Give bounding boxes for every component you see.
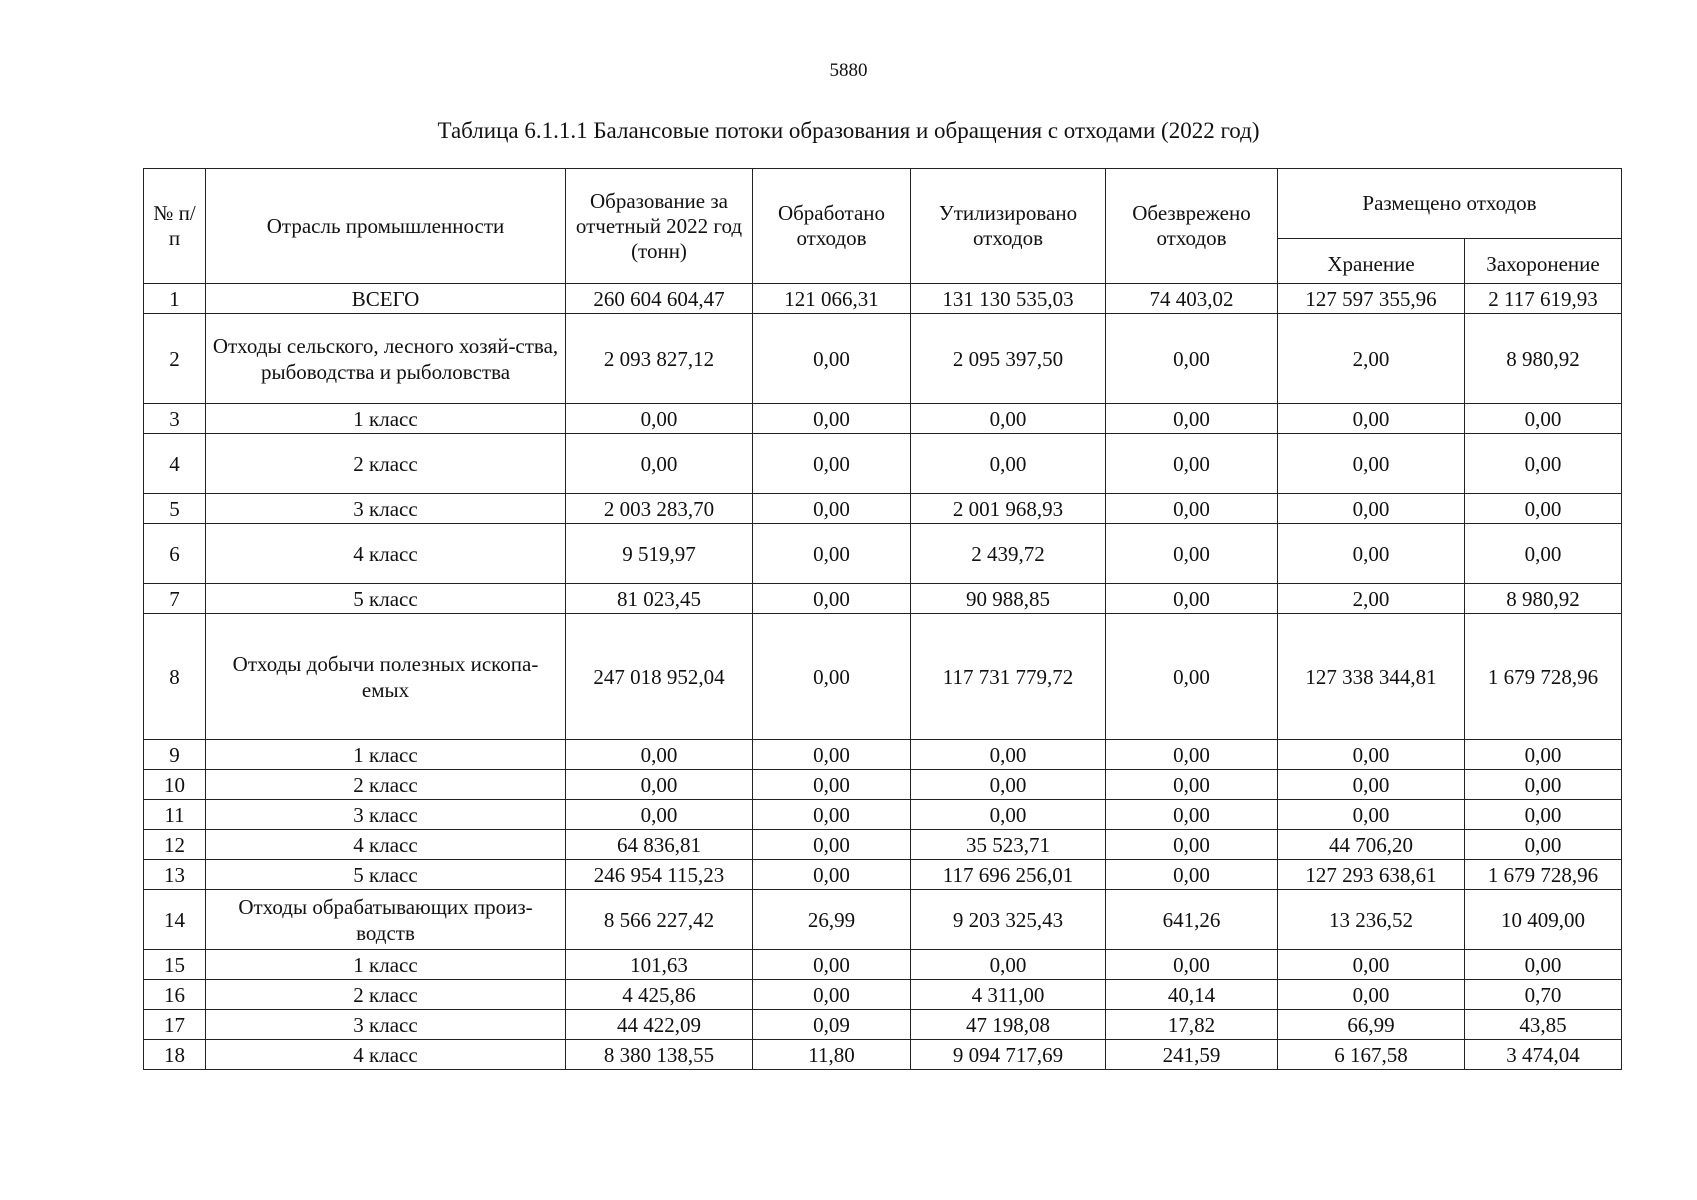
formed-cell: 8 380 138,55	[566, 1040, 753, 1070]
row-number: 11	[144, 800, 206, 830]
industry-cell: 2 класс	[206, 434, 566, 494]
burial-cell: 8 980,92	[1465, 314, 1622, 404]
row-number: 15	[144, 950, 206, 980]
utilized-cell: 2 001 968,93	[911, 494, 1106, 524]
burial-cell: 3 474,04	[1465, 1040, 1622, 1070]
table-row	[144, 584, 1622, 614]
formed-cell: 0,00	[566, 770, 753, 800]
processed-cell: 0,00	[753, 524, 911, 584]
utilized-cell: 9 094 717,69	[911, 1040, 1106, 1070]
industry-cell: 2 класс	[206, 980, 566, 1010]
neutralized-cell: 0,00	[1106, 524, 1278, 584]
table-body	[144, 284, 1622, 1070]
formed-cell: 0,00	[566, 800, 753, 830]
industry-cell: 4 класс	[206, 1040, 566, 1070]
processed-cell: 0,00	[753, 314, 911, 404]
row-number: 1	[144, 284, 206, 314]
utilized-cell: 0,00	[911, 770, 1106, 800]
header-formed: Образование за отчетный 2022 год (тонн)	[566, 169, 753, 284]
industry-cell: 1 класс	[206, 404, 566, 434]
formed-cell: 4 425,86	[566, 980, 753, 1010]
processed-cell: 121 066,31	[753, 284, 911, 314]
neutralized-cell: 641,26	[1106, 890, 1278, 950]
row-number: 17	[144, 1010, 206, 1040]
industry-cell: 5 класс	[206, 860, 566, 890]
utilized-cell: 4 311,00	[911, 980, 1106, 1010]
utilized-cell: 0,00	[911, 950, 1106, 980]
row-number: 3	[144, 404, 206, 434]
neutralized-cell: 0,00	[1106, 800, 1278, 830]
table-row	[144, 860, 1622, 890]
neutralized-cell: 0,00	[1106, 830, 1278, 860]
neutralized-cell: 0,00	[1106, 584, 1278, 614]
burial-cell: 0,00	[1465, 770, 1622, 800]
formed-cell: 246 954 115,23	[566, 860, 753, 890]
storage-cell: 0,00	[1278, 770, 1465, 800]
industry-cell: ВСЕГО	[206, 284, 566, 314]
processed-cell: 0,00	[753, 980, 911, 1010]
burial-cell: 2 117 619,93	[1465, 284, 1622, 314]
header-processed: Обработано отходов	[753, 169, 911, 284]
burial-cell: 0,00	[1465, 950, 1622, 980]
storage-cell: 0,00	[1278, 434, 1465, 494]
burial-cell: 0,00	[1465, 740, 1622, 770]
industry-cell: 1 класс	[206, 740, 566, 770]
industry-cell: 1 класс	[206, 950, 566, 980]
neutralized-cell: 0,00	[1106, 950, 1278, 980]
burial-cell: 0,70	[1465, 980, 1622, 1010]
table-row	[144, 830, 1622, 860]
processed-cell: 0,00	[753, 860, 911, 890]
processed-cell: 0,00	[753, 830, 911, 860]
table-row	[144, 494, 1622, 524]
neutralized-cell: 0,00	[1106, 434, 1278, 494]
storage-cell: 0,00	[1278, 950, 1465, 980]
burial-cell: 0,00	[1465, 404, 1622, 434]
formed-cell: 64 836,81	[566, 830, 753, 860]
header-placed: Размещено отходов	[1278, 169, 1622, 239]
table-row	[144, 980, 1622, 1010]
industry-cell: 3 класс	[206, 1010, 566, 1040]
storage-cell: 127 338 344,81	[1278, 614, 1465, 740]
header-neutralized: Обезврежено отходов	[1106, 169, 1278, 284]
storage-cell: 0,00	[1278, 404, 1465, 434]
row-number: 4	[144, 434, 206, 494]
storage-cell: 0,00	[1278, 800, 1465, 830]
processed-cell: 0,00	[753, 404, 911, 434]
burial-cell: 0,00	[1465, 800, 1622, 830]
burial-cell: 0,00	[1465, 524, 1622, 584]
row-number: 18	[144, 1040, 206, 1070]
storage-cell: 0,00	[1278, 980, 1465, 1010]
table-caption: Таблица 6.1.1.1 Балансовые потоки образования и обращения с отходами (2022 год)	[437, 118, 1260, 143]
formed-cell: 101,63	[566, 950, 753, 980]
industry-cell: 2 класс	[206, 770, 566, 800]
storage-cell: 127 597 355,96	[1278, 284, 1465, 314]
storage-cell: 66,99	[1278, 1010, 1465, 1040]
table-row	[144, 800, 1622, 830]
neutralized-cell: 0,00	[1106, 770, 1278, 800]
formed-cell: 260 604 604,47	[566, 284, 753, 314]
industry-cell: 4 класс	[206, 830, 566, 860]
processed-cell: 26,99	[753, 890, 911, 950]
neutralized-cell: 0,00	[1106, 314, 1278, 404]
waste-balance-table	[143, 168, 1622, 1070]
formed-cell: 81 023,45	[566, 584, 753, 614]
utilized-cell: 2 095 397,50	[911, 314, 1106, 404]
table-row	[144, 404, 1622, 434]
neutralized-cell: 0,00	[1106, 740, 1278, 770]
table-row	[144, 434, 1622, 494]
processed-cell: 0,00	[753, 434, 911, 494]
storage-cell: 127 293 638,61	[1278, 860, 1465, 890]
storage-cell: 0,00	[1278, 524, 1465, 584]
processed-cell: 0,09	[753, 1010, 911, 1040]
storage-cell: 6 167,58	[1278, 1040, 1465, 1070]
utilized-cell: 9 203 325,43	[911, 890, 1106, 950]
row-number: 10	[144, 770, 206, 800]
storage-cell: 2,00	[1278, 584, 1465, 614]
industry-cell: 5 класс	[206, 584, 566, 614]
utilized-cell: 0,00	[911, 740, 1106, 770]
header-storage: Хранение	[1278, 239, 1465, 284]
burial-cell: 0,00	[1465, 830, 1622, 860]
industry-cell: Отходы добычи полезных ископа-емых	[206, 614, 566, 740]
utilized-cell: 47 198,08	[911, 1010, 1106, 1040]
table-row	[144, 740, 1622, 770]
neutralized-cell: 241,59	[1106, 1040, 1278, 1070]
table-row	[144, 524, 1622, 584]
utilized-cell: 117 731 779,72	[911, 614, 1106, 740]
header-utilized: Утилизировано отходов	[911, 169, 1106, 284]
burial-cell: 43,85	[1465, 1010, 1622, 1040]
industry-cell: 4 класс	[206, 524, 566, 584]
header-burial: Захоронение	[1465, 239, 1622, 284]
formed-cell: 0,00	[566, 434, 753, 494]
industry-cell: Отходы обрабатывающих произ-водств	[206, 890, 566, 950]
header-num: № п/п	[144, 169, 206, 284]
neutralized-cell: 74 403,02	[1106, 284, 1278, 314]
table-row	[144, 950, 1622, 980]
row-number: 2	[144, 314, 206, 404]
formed-cell: 247 018 952,04	[566, 614, 753, 740]
processed-cell: 0,00	[753, 800, 911, 830]
page-number: 5880	[829, 60, 868, 81]
neutralized-cell: 0,00	[1106, 614, 1278, 740]
utilized-cell: 0,00	[911, 800, 1106, 830]
burial-cell: 1 679 728,96	[1465, 614, 1622, 740]
row-number: 16	[144, 980, 206, 1010]
formed-cell: 9 519,97	[566, 524, 753, 584]
table-row	[144, 314, 1622, 404]
formed-cell: 0,00	[566, 740, 753, 770]
industry-cell: 3 класс	[206, 800, 566, 830]
formed-cell: 2 093 827,12	[566, 314, 753, 404]
neutralized-cell: 40,14	[1106, 980, 1278, 1010]
processed-cell: 0,00	[753, 770, 911, 800]
utilized-cell: 131 130 535,03	[911, 284, 1106, 314]
utilized-cell: 117 696 256,01	[911, 860, 1106, 890]
row-number: 6	[144, 524, 206, 584]
neutralized-cell: 17,82	[1106, 1010, 1278, 1040]
burial-cell: 0,00	[1465, 494, 1622, 524]
table-row	[144, 1040, 1622, 1070]
processed-cell: 11,80	[753, 1040, 911, 1070]
burial-cell: 8 980,92	[1465, 584, 1622, 614]
neutralized-cell: 0,00	[1106, 860, 1278, 890]
burial-cell: 0,00	[1465, 434, 1622, 494]
header-industry: Отрасль промышленности	[206, 169, 566, 284]
formed-cell: 8 566 227,42	[566, 890, 753, 950]
row-number: 14	[144, 890, 206, 950]
utilized-cell: 35 523,71	[911, 830, 1106, 860]
neutralized-cell: 0,00	[1106, 404, 1278, 434]
storage-cell: 0,00	[1278, 740, 1465, 770]
storage-cell: 13 236,52	[1278, 890, 1465, 950]
processed-cell: 0,00	[753, 740, 911, 770]
burial-cell: 10 409,00	[1465, 890, 1622, 950]
formed-cell: 0,00	[566, 404, 753, 434]
row-number: 7	[144, 584, 206, 614]
table-row	[144, 614, 1622, 740]
row-number: 9	[144, 740, 206, 770]
burial-cell: 1 679 728,96	[1465, 860, 1622, 890]
industry-cell: 3 класс	[206, 494, 566, 524]
row-number: 8	[144, 614, 206, 740]
utilized-cell: 0,00	[911, 404, 1106, 434]
row-number: 5	[144, 494, 206, 524]
processed-cell: 0,00	[753, 614, 911, 740]
neutralized-cell: 0,00	[1106, 494, 1278, 524]
table-row	[144, 1010, 1622, 1040]
utilized-cell: 90 988,85	[911, 584, 1106, 614]
storage-cell: 44 706,20	[1278, 830, 1465, 860]
storage-cell: 2,00	[1278, 314, 1465, 404]
utilized-cell: 2 439,72	[911, 524, 1106, 584]
utilized-cell: 0,00	[911, 434, 1106, 494]
processed-cell: 0,00	[753, 950, 911, 980]
row-number: 12	[144, 830, 206, 860]
processed-cell: 0,00	[753, 494, 911, 524]
formed-cell: 44 422,09	[566, 1010, 753, 1040]
storage-cell: 0,00	[1278, 494, 1465, 524]
table-row	[144, 890, 1622, 950]
row-number: 13	[144, 860, 206, 890]
processed-cell: 0,00	[753, 584, 911, 614]
table-row	[144, 284, 1622, 314]
formed-cell: 2 003 283,70	[566, 494, 753, 524]
industry-cell: Отходы сельского, лесного хозяй-ства, рыбоводства и рыболовства	[206, 314, 566, 404]
table-row	[144, 770, 1622, 800]
